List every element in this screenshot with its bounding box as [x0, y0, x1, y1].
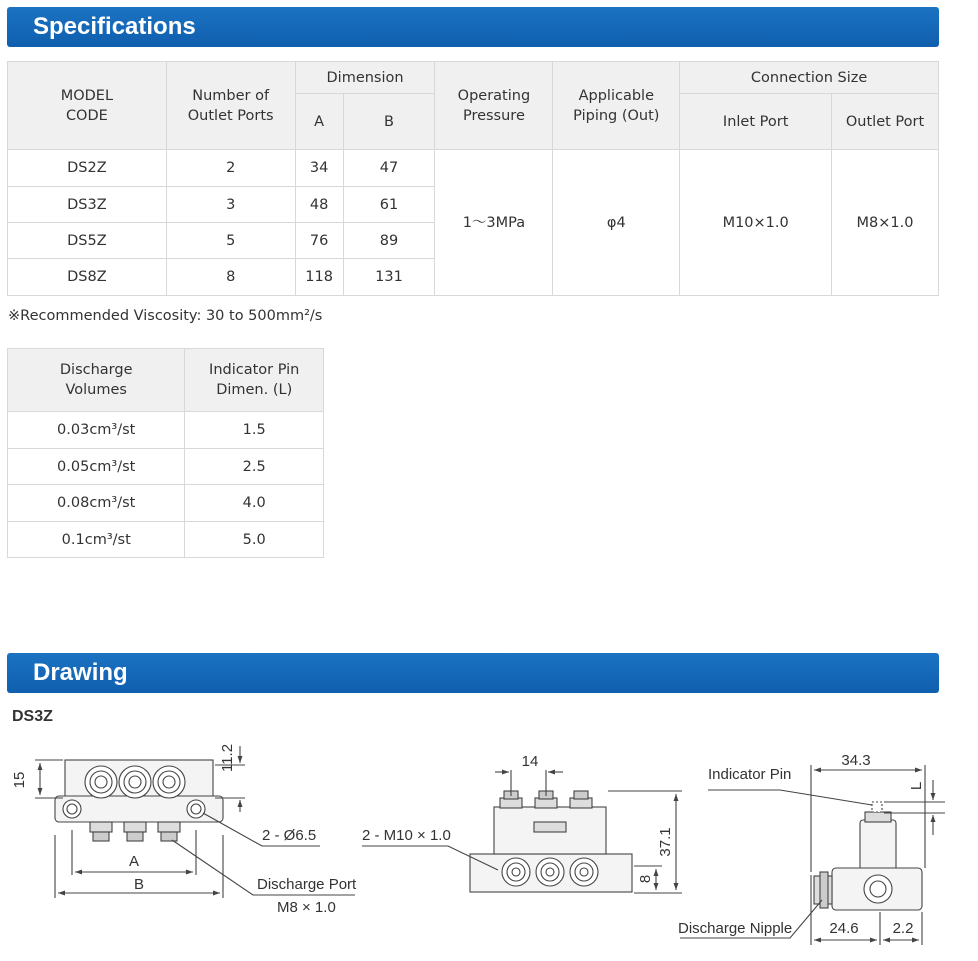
cell-model: DS3Z — [8, 187, 167, 223]
cell-dim-b: 131 — [343, 259, 435, 296]
header-connection-size: Connection Size — [680, 62, 939, 94]
cell-model: DS2Z — [8, 150, 167, 187]
header-outlet-ports: Number of Outlet Ports — [166, 62, 295, 150]
dim-a-label: A — [128, 853, 140, 870]
thread-label: 2 - M10 × 1.0 — [362, 827, 451, 844]
top-view-block — [55, 760, 223, 841]
dim-8: 8 — [637, 874, 654, 884]
cell-volume: 0.05cm³/st — [8, 449, 185, 485]
discharge-port-size: M8 × 1.0 — [277, 899, 336, 916]
dim-14: 14 — [521, 753, 539, 770]
dim-b-label: B — [133, 876, 145, 893]
cell-dim-b: 47 — [343, 150, 435, 187]
indicator-pin-label: Indicator Pin — [708, 766, 792, 783]
header-applicable-piping: Applicable Piping (Out) — [553, 62, 680, 150]
cell-pin: 1.5 — [185, 412, 324, 449]
cell-pressure: 1～3MPa — [435, 150, 553, 296]
cell-volume: 0.08cm³/st — [8, 485, 185, 522]
header-inlet-port: Inlet Port — [680, 94, 832, 150]
cell-ports: 2 — [166, 150, 295, 187]
header-operating-pressure: Operating Pressure — [435, 62, 553, 150]
header-dim-a: A — [295, 94, 343, 150]
dim-15: 15 — [11, 771, 28, 789]
header-dimension: Dimension — [295, 62, 435, 94]
cell-piping: φ4 — [553, 150, 680, 296]
header-discharge-volumes: Discharge Volumes — [8, 349, 185, 412]
drawing-title: Drawing — [33, 659, 128, 686]
dim-24-6: 24.6 — [829, 920, 859, 937]
cell-model: DS8Z — [8, 259, 167, 296]
front-view-block — [470, 791, 632, 892]
cell-ports: 5 — [166, 223, 295, 259]
dim-l-label: L — [908, 781, 925, 791]
header-model-code: MODEL CODE — [8, 62, 167, 150]
specifications-title: Specifications — [33, 13, 196, 40]
cell-model: DS5Z — [8, 223, 167, 259]
header-outlet-port: Outlet Port — [832, 94, 939, 150]
cell-volume: 0.03cm³/st — [8, 412, 185, 449]
side-view-block — [814, 802, 922, 910]
cell-outlet: M8×1.0 — [832, 150, 939, 296]
cell-dim-a: 34 — [295, 150, 343, 187]
cell-inlet: M10×1.0 — [680, 150, 832, 296]
cell-pin: 2.5 — [185, 449, 324, 485]
viscosity-note: ※Recommended Viscosity: 30 to 500mm²/s — [8, 308, 323, 324]
cell-ports: 8 — [166, 259, 295, 296]
dim-2-2: 2.2 — [892, 920, 914, 937]
cell-dim-a: 118 — [295, 259, 343, 296]
discharge-nipple-label: Discharge Nipple — [678, 920, 793, 937]
cell-ports: 3 — [166, 187, 295, 223]
cell-dim-a: 48 — [295, 187, 343, 223]
dim-11-2: 11.2 — [219, 743, 236, 773]
cell-dim-b: 89 — [343, 223, 435, 259]
cell-pin: 4.0 — [185, 485, 324, 522]
drawing-model-code: DS3Z — [12, 708, 53, 725]
cell-pin: 5.0 — [185, 522, 324, 558]
cell-dim-b: 61 — [343, 187, 435, 223]
dim-37-1: 37.1 — [657, 827, 674, 857]
cell-volume: 0.1cm³/st — [8, 522, 185, 558]
hole-label: 2 - Ø6.5 — [262, 827, 317, 844]
header-dim-b: B — [343, 94, 435, 150]
dim-34-3: 34.3 — [841, 752, 871, 769]
discharge-port-label: Discharge Port — [257, 876, 357, 893]
cell-dim-a: 76 — [295, 223, 343, 259]
header-indicator-pin: Indicator Pin Dimen. (L) — [185, 349, 324, 412]
